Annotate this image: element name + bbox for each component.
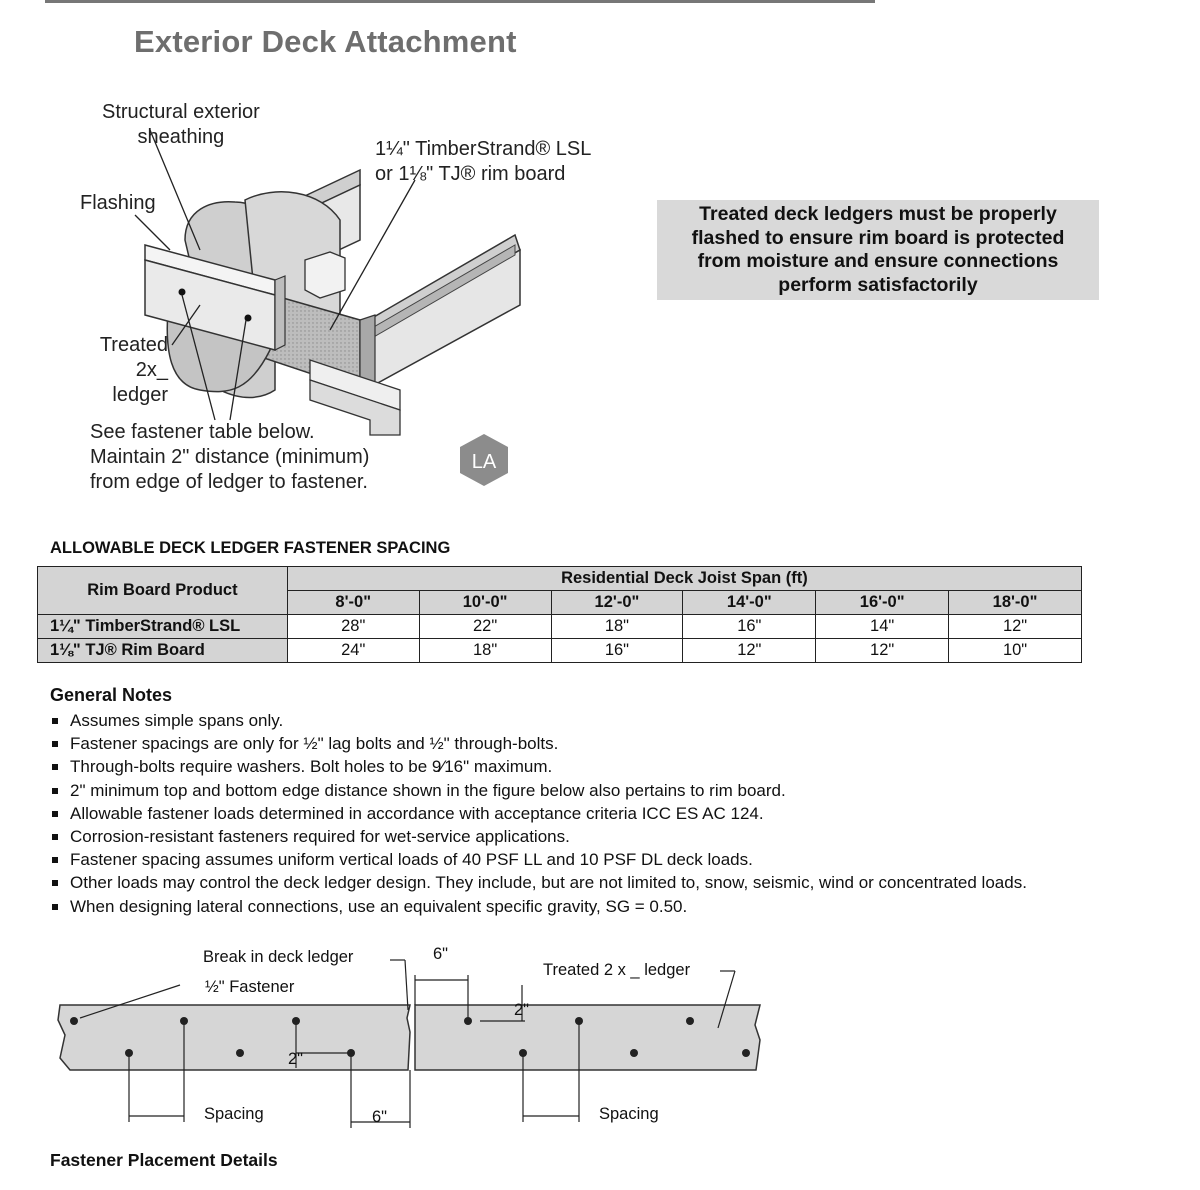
- fastener-hole: [179, 289, 186, 296]
- table-row: [38, 615, 1082, 639]
- la-badge: [457, 433, 511, 487]
- deck-attachment-diagram: [60, 90, 620, 510]
- span-cell: 12'-0": [551, 591, 683, 615]
- note-item: Assumes simple spans only.: [50, 709, 1027, 732]
- value-cell: 18": [551, 615, 683, 639]
- value-cell: 12": [949, 615, 1082, 639]
- hexagon-icon: [457, 433, 511, 487]
- sheathing-label-line: sheathing: [137, 126, 225, 148]
- ledger-label: [80, 333, 168, 408]
- product-header: Rim Board Product: [38, 567, 288, 615]
- la-badge-text: LA: [471, 451, 497, 473]
- fastener-label: ½" Fastener: [205, 978, 295, 996]
- value-cell: 28": [287, 615, 419, 639]
- span-cell: 14'-0": [683, 591, 816, 615]
- note-item: Fastener spacing assumes uniform vertical loads of 40 PSF LL and 10 PSF DL deck loads.: [50, 848, 1027, 871]
- table-header-row: [38, 567, 1082, 591]
- span-cell: 16'-0": [816, 591, 949, 615]
- spacing-left-label: Spacing: [204, 1105, 264, 1123]
- value-cell: 10": [949, 639, 1082, 663]
- fastener-placement-detail: [40, 940, 780, 1135]
- fastener-note-line: See fastener table below.: [90, 421, 315, 443]
- value-cell: 24": [287, 639, 419, 663]
- ledger-label-line: Treated: [99, 334, 168, 356]
- value-cell: 12": [816, 639, 949, 663]
- dim-2-left: 2": [288, 1050, 304, 1068]
- flashing-label: Flashing: [80, 192, 156, 214]
- fastener-note: [90, 420, 369, 495]
- rim-board-label: [375, 137, 591, 187]
- note-item: Allowable fastener loads determined in accordance with acceptance criteria ICC ES AC 124.: [50, 802, 1027, 825]
- note-item: 2" minimum top and bottom edge distance shown in the figure below also pertains to rim board.: [50, 779, 1027, 802]
- callout-box: [657, 200, 1099, 300]
- page-title: Exterior Deck Attachment: [134, 24, 517, 59]
- product-cell: 1⅛" TJ® Rim Board: [38, 639, 288, 663]
- table-heading: ALLOWABLE DECK LEDGER FASTENER SPACING: [50, 539, 451, 557]
- ledger-label-detail: Treated 2 x _ ledger: [543, 961, 691, 979]
- value-cell: 18": [419, 639, 551, 663]
- dim-6-top: 6": [433, 945, 449, 963]
- ledger-label-line: 2x_ ledger: [112, 359, 168, 406]
- sheathing-label-line: Structural exterior: [102, 101, 260, 123]
- top-rule: [45, 0, 875, 3]
- note-item: Fastener spacings are only for ½" lag bolts and ½" through-bolts.: [50, 732, 1027, 755]
- callout-text: Treated deck ledgers must be properly flashed to ensure rim board is protected from moisture and ensure connections perform satisfactorily: [691, 203, 1065, 296]
- dim-2-right: 2": [514, 1001, 530, 1019]
- rim-board-label-line: or 1⅛" TJ® rim board: [375, 163, 566, 185]
- sheathing-label: [102, 100, 260, 150]
- product-cell: 1¼" TimberStrand® LSL: [38, 615, 288, 639]
- notes-list: [50, 709, 1027, 918]
- span-header: Residential Deck Joist Span (ft): [287, 567, 1081, 591]
- note-item: When designing lateral connections, use an equivalent specific gravity, SG = 0.50.: [50, 895, 1027, 918]
- span-cell: 8'-0": [287, 591, 419, 615]
- note-item: Other loads may control the deck ledger design. They include, but are not limited to, snow, seismic, wind or concentrated loads.: [50, 871, 1027, 894]
- rim-board-label-line: 1¼" TimberStrand® LSL: [375, 138, 592, 160]
- break-label: Break in deck ledger: [203, 948, 354, 966]
- note-item: Through-bolts require washers. Bolt holes to be 9⁄16" maximum.: [50, 755, 1027, 778]
- fastener-note-line: from edge of ledger to fastener.: [90, 471, 368, 493]
- value-cell: 16": [683, 615, 816, 639]
- fastener-spacing-table: [37, 566, 1082, 663]
- dim-6-bottom: 6": [372, 1108, 388, 1126]
- table-row: [38, 639, 1082, 663]
- span-cell: 18'-0": [949, 591, 1082, 615]
- value-cell: 14": [816, 615, 949, 639]
- value-cell: 22": [419, 615, 551, 639]
- notes-heading: General Notes: [50, 685, 173, 705]
- fastener-note-line: Maintain 2" distance (minimum): [90, 446, 370, 468]
- value-cell: 16": [551, 639, 683, 663]
- value-cell: 12": [683, 639, 816, 663]
- detail-caption: Fastener Placement Details: [50, 1150, 278, 1170]
- span-cell: 10'-0": [419, 591, 551, 615]
- spacing-right-label: Spacing: [599, 1105, 659, 1123]
- note-item: Corrosion-resistant fasteners required for wet-service applications.: [50, 825, 1027, 848]
